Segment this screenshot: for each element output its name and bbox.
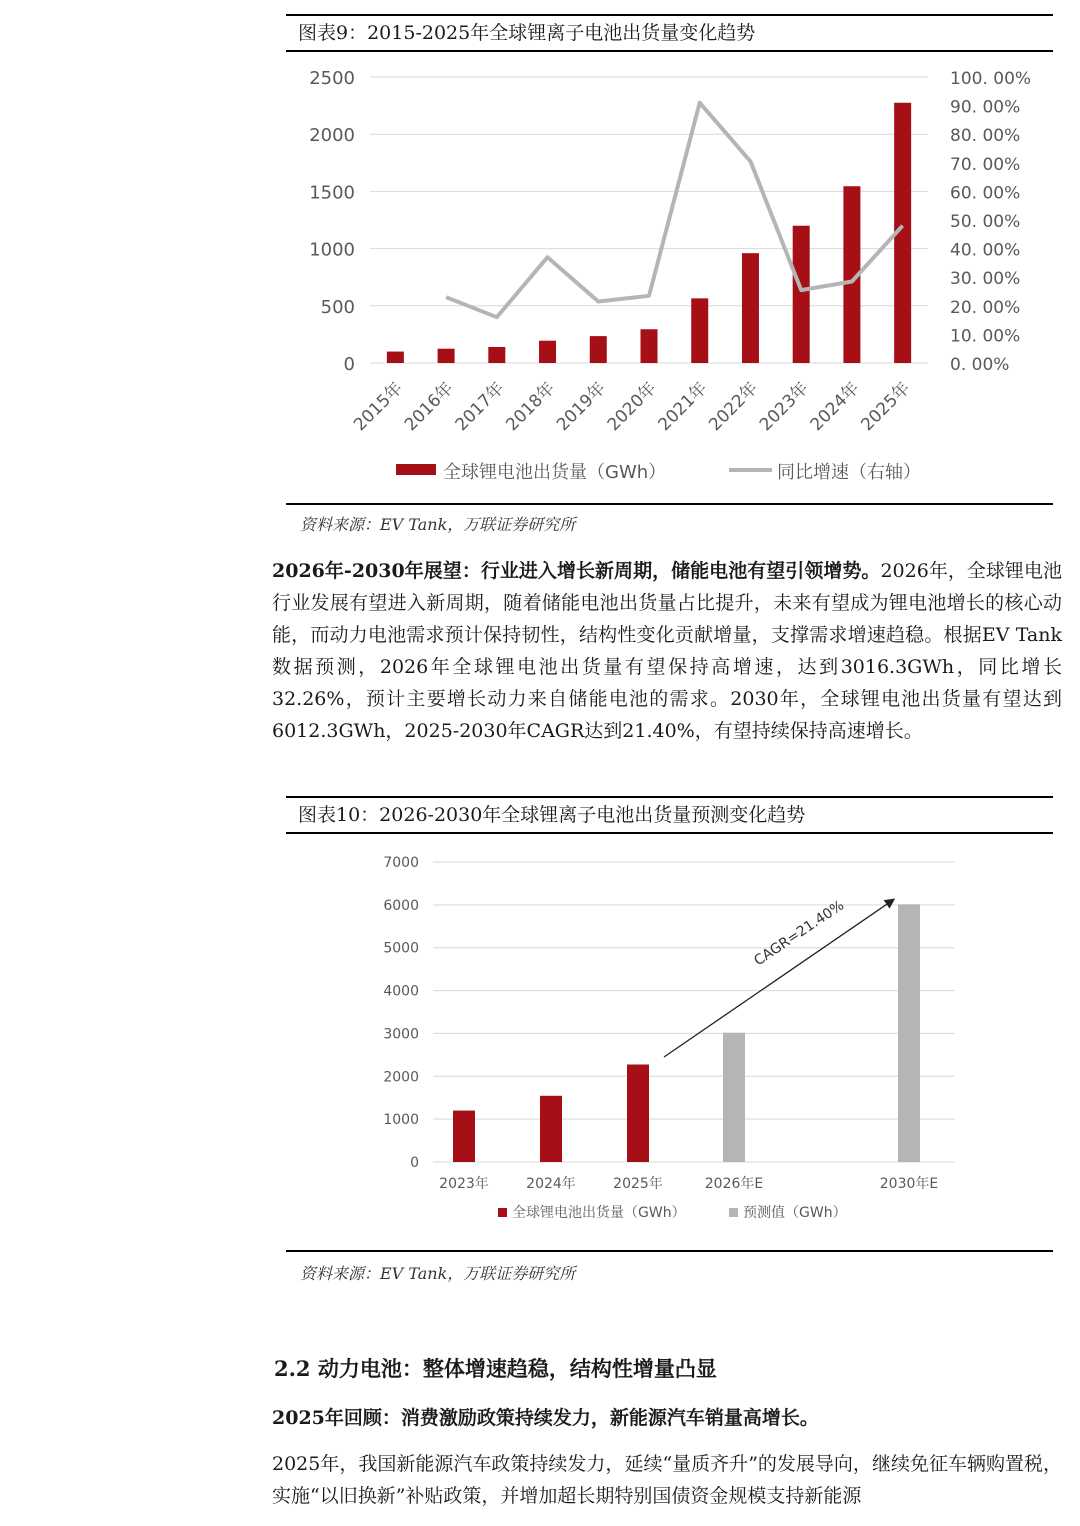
y-tick-label: 2000 (383, 1069, 419, 1086)
bar-shipment (627, 1065, 649, 1163)
y-tick-label: 500 (320, 296, 355, 318)
section-heading: 2.2 动力电池：整体增速趋稳，结构性增量凸显 (274, 1356, 717, 1381)
bar-shipment (438, 349, 455, 363)
y-tick-label: 6000 (383, 897, 419, 914)
bar-forecast (898, 904, 920, 1162)
legend-label-shipment: 全球锂电池出货量（GWh） (443, 462, 667, 483)
outlook-paragraph (272, 555, 1062, 747)
outlook-lead: 2026年-2030年展望：行业进入增长新周期，储能电池有望引领增势。 (272, 560, 881, 582)
figure10-title: 图表10：2026-2030年全球锂离子电池出货量预测变化趋势 (286, 796, 1053, 834)
x-tick-label: 2021年 (654, 378, 712, 436)
y2-tick-label: 100. 00% (950, 69, 1032, 89)
y-tick-label: 2000 (309, 125, 355, 147)
bar-shipment (742, 253, 759, 363)
y-tick-label: 1500 (309, 182, 355, 204)
section-subheading: 2025年回顾：消费激励政策持续发力，新能源汽车销量高增长。 (272, 1407, 819, 1429)
x-tick-label: 2019年 (553, 378, 610, 436)
y-tick-label: 0 (343, 354, 355, 375)
figure10-source: 资料来源：EV Tank，万联证券研究所 (300, 1264, 576, 1283)
x-tick-label: 2025年 (613, 1176, 663, 1192)
bar-shipment (590, 336, 607, 363)
bar-forecast (723, 1033, 745, 1162)
y2-tick-label: 20. 00% (950, 297, 1021, 318)
bar-shipment (488, 347, 505, 363)
section-paragraph: 2025年，我国新能源汽车政策持续发力，延续“量质齐升”的发展导向，继续免征车辆购置税，实施“以旧换新”补贴政策，并增加超长期特别国债资金规模支持新能源 (272, 1453, 1062, 1507)
bar-shipment (641, 329, 658, 363)
y2-tick-label: 10. 00% (950, 326, 1021, 347)
x-tick-label: 2024年 (806, 378, 864, 436)
y2-tick-label: 70. 00% (950, 154, 1021, 175)
x-tick-label: 2030年E (879, 1176, 939, 1192)
figure9-chart (286, 52, 1053, 502)
bar-shipment (539, 341, 556, 363)
figure9-title: 图表9：2015-2025年全球锂离子电池出货量变化趋势 (286, 14, 1053, 52)
y-tick-label: 3000 (383, 1026, 419, 1043)
y2-tick-label: 40. 00% (950, 240, 1021, 261)
bar-shipment (540, 1096, 562, 1162)
outlook-body: 2026年，全球锂电池行业发展有望进入新周期，随着储能电池出货量占比提升，未来有望成为锂电池增长的核心动能，而动力电池需求预计保持韧性，结构性变化贡献增量，支撑需求增速趋稳。根据EV Tank数据预测，2026年全球锂电池出货量有望保持高增速，达到3016.3GWh，同比增长32.26%，预计主要增长动力来自储能电池的需求。2030年，全球锂电池出货量有望达到6012.3GWh，2025-2030年CAGR达到21.40%，有望持续保持高速增长。 (272, 560, 1062, 742)
x-tick-label: 2017年 (451, 378, 509, 436)
y2-tick-label: 50. 00% (950, 212, 1021, 232)
x-tick-label: 2020年 (603, 378, 661, 436)
bar-shipment (691, 298, 708, 363)
y-tick-label: 4000 (383, 983, 419, 1000)
y-tick-label: 0 (410, 1155, 419, 1171)
x-tick-label: 2026年E (704, 1176, 764, 1192)
y-tick-label: 1000 (309, 239, 355, 261)
y-tick-label: 2500 (309, 68, 355, 89)
x-tick-label: 2024年 (526, 1176, 576, 1192)
legend-label-shipment: 全球锂电池出货量（GWh） (512, 1205, 686, 1221)
bar-shipment (793, 226, 810, 363)
legend-swatch-forecast (729, 1208, 738, 1217)
y2-tick-label: 0. 00% (950, 355, 1010, 375)
figure9-bottom-rule (286, 503, 1053, 505)
y2-tick-label: 90. 00% (950, 97, 1021, 118)
y-tick-label: 1000 (383, 1112, 419, 1129)
y-tick-label: 7000 (383, 855, 419, 871)
x-tick-label: 2023年 (439, 1176, 489, 1192)
legend-label-growth: 同比增速（右轴） (777, 462, 921, 483)
figure10-chart (286, 836, 1053, 1248)
bar-shipment (453, 1111, 475, 1162)
y2-tick-label: 60. 00% (950, 183, 1021, 204)
x-tick-label: 2022年 (705, 378, 762, 436)
x-tick-label: 2018年 (502, 378, 560, 436)
cagr-label: CAGR=21.40% (751, 897, 848, 970)
legend-swatch-shipment (498, 1208, 507, 1217)
figure9-source: 资料来源：EV Tank，万联证券研究所 (300, 515, 576, 534)
bar-shipment (387, 352, 404, 363)
y2-tick-label: 30. 00% (950, 269, 1021, 290)
x-tick-label: 2023年 (755, 378, 813, 436)
figure10-bottom-rule (286, 1250, 1053, 1252)
line-yoy-growth (446, 103, 902, 318)
y2-tick-label: 80. 00% (950, 126, 1021, 147)
legend-label-forecast: 预测值（GWh） (743, 1205, 847, 1221)
y-tick-label: 5000 (383, 940, 419, 957)
legend-swatch-shipment (396, 464, 436, 475)
x-tick-label: 2025年 (857, 378, 915, 436)
x-tick-label: 2016年 (400, 378, 458, 436)
x-tick-label: 2015年 (350, 378, 407, 436)
